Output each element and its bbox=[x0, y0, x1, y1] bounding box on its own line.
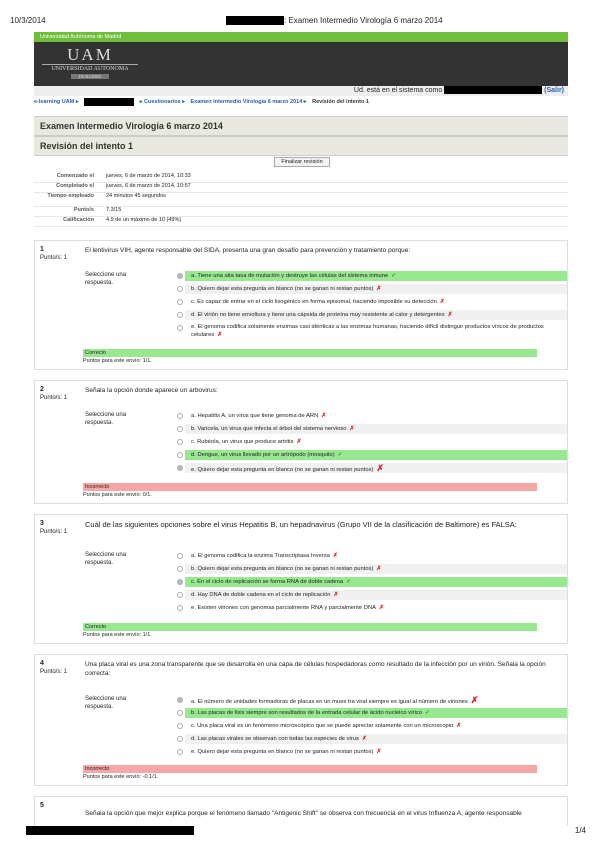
question-text: Una placa viral es una zona transparente que se desarrolla en una capa de células hospedadoras como resultado de la infección por un virión. Señala la opción correcta: bbox=[85, 661, 546, 677]
login-bar bbox=[34, 86, 568, 96]
option-d[interactable]: d. Hay DNA de doble cadena en el ciclo de replicación ✗ bbox=[185, 590, 567, 600]
question-1: 1 Punto/s: 1 El lentivirus VIH, agente responsable del SIDA, presenta una gran desafío para prevención y tratamiento porque: Seleccione una respuesta. a. Tiene una alta tasa de mutación y destruye las células del sistema inmune ✓ b. Quiero dejar esta pregunta en blanco (no se ganan ni restan puntos) ✗ c. Es capaz de entrar en el ciclo lisogénico en forma episomal, haciendo imposible su detección ✗ d. El virión no tiene envoltura y tiene una cápsida de proteína muy resistente al calor y detergentes ✗ e. El genoma codifica solamente enzimas casi idénticas a las enzimas humanas, haciendo difícil distinguir productos víricos de productos celulares ✗ Correcto Puntos para este envío: 1/1. bbox=[34, 240, 568, 370]
option-c[interactable]: c. En el ciclo de replicación se forma RNA de doble cadena ✓ bbox=[185, 577, 567, 587]
option-b[interactable]: b. Quiero dejar esta pregunta en blanco (no se ganan ni restan puntos) ✗ bbox=[185, 284, 567, 294]
correct-icon: ✓ bbox=[346, 579, 351, 585]
breadcrumb-current: Revisión del intento 1 bbox=[312, 99, 369, 106]
wrong-icon: ✗ bbox=[332, 553, 338, 559]
wrong-icon: ✗ bbox=[378, 605, 384, 611]
correct-icon: ✓ bbox=[391, 273, 397, 279]
wrong-icon: ✗ bbox=[333, 592, 339, 598]
radio[interactable] bbox=[177, 312, 183, 318]
feedback-incorrect: Incorrecto bbox=[83, 483, 537, 491]
logo-sub: DE MADRID bbox=[71, 74, 109, 79]
question-2: 2 Punto/s: 1 Señala la opción donde aparece un arbovirus: Seleccione una respuesta. a. Hepatitis A, un virus que tiene genoma de ARN ✗ b. Varicela, un virus que infecta el árbol del sistema nervioso ✗ c. Rubéola, un virus que produce artritis ✗ d. Dengue, un virus llevado por un artrópodo (mosquito) ✓ e. Quiero dejar esta pregunta en blanco (no se ganan ni restan puntos) ✗ Incorrecto Puntos para este envío: 0/1. bbox=[34, 380, 568, 504]
uam-logo[interactable] bbox=[42, 46, 138, 82]
radio[interactable] bbox=[177, 592, 183, 598]
wrong-icon: ✗ bbox=[447, 312, 453, 318]
wrong-icon: ✗ bbox=[217, 332, 223, 338]
wrong-icon: ✗ bbox=[376, 749, 382, 755]
breadcrumb bbox=[34, 98, 568, 107]
radio[interactable] bbox=[177, 723, 183, 729]
option-c[interactable]: c. Una placa viral es un fenómeno microscópico que se puede apreciar solamente con un microscopio ✗ bbox=[185, 721, 567, 731]
option-e[interactable]: e. Quiero dejar esta pregunta en blanco (no se ganan ni restan puntos) ✗ bbox=[185, 747, 567, 757]
wrong-icon: ✗ bbox=[470, 695, 479, 705]
wrong-icon: ✗ bbox=[376, 463, 384, 473]
question-4: 4 Punto/s: 1 Una placa viral es una zona transparente que se desarrolla en una capa de células hospedadoras como resultado de la infección por un virión. Señala la opción correcta: Seleccione una respuesta. a. El número de unidades formadoras de placas en un mues tra viral siempre es igual al número de viriones ✗ b. Las placas de lisis siempre son resultados de la entrada celular de ácido nucleico vírico ✓ c. Una placa viral es un fenómeno microscópico que se puede apreciar solamente con un microscopio ✗ d. Las placas virales se observan con todas las especies de virus ✗ e. Quiero dejar esta pregunta en blanco (no se ganan ni restan puntos) ✗ Incorrecto Puntos para este envío: -0.1/1. bbox=[34, 654, 568, 786]
radio[interactable] bbox=[177, 465, 183, 471]
wrong-icon: ✗ bbox=[361, 736, 367, 742]
wrong-icon: ✗ bbox=[439, 299, 445, 305]
option-a[interactable]: a. El número de unidades formadoras de placas en un mues tra viral siempre es igual al número de viriones ✗ bbox=[185, 695, 567, 705]
breadcrumb-quizzes[interactable]: ▸ Cuestionarios ▸ bbox=[139, 99, 185, 106]
option-b[interactable]: b. Varicela, un virus que infecta el árbol del sistema nervioso ✗ bbox=[185, 424, 567, 434]
option-e[interactable]: e. Quiero dejar esta pregunta en blanco (no se ganan ni restan puntos) ✗ bbox=[185, 463, 567, 473]
option-a[interactable]: a. Hepatitis A, un virus que tiene genoma de ARN ✗ bbox=[185, 411, 567, 421]
summary-row: Calificación 4.9 de un máximo de 10 (49%) bbox=[34, 217, 568, 227]
option-a[interactable]: a. El genoma codifica la enzima Transcriptasa Inversa ✗ bbox=[185, 551, 567, 561]
summary-row: Punto/s 7.3/15 bbox=[34, 207, 568, 217]
question-text: Señala la opción donde aparece un arbovirus: bbox=[85, 387, 218, 394]
feedback-correct: Correcto bbox=[83, 623, 537, 631]
score: Puntos para este envío: 0/1. bbox=[83, 492, 152, 498]
wrong-icon: ✗ bbox=[349, 426, 355, 432]
score: Puntos para este envío: -0.1/1. bbox=[83, 774, 159, 780]
summary-row: Comenzado el jueves, 6 de marzo de 2014, 10:33 bbox=[34, 173, 568, 183]
question-text: El lentivirus VIH, agente responsable del SIDA, presenta una gran desafío para prevención y tratamiento porque: bbox=[85, 247, 411, 254]
option-d[interactable]: d. Dengue, un virus llevado por un artrópodo (mosquito) ✓ bbox=[185, 450, 567, 460]
wrong-icon: ✗ bbox=[321, 413, 327, 419]
radio[interactable] bbox=[177, 286, 183, 292]
radio[interactable] bbox=[177, 413, 183, 419]
attempt-summary bbox=[34, 173, 568, 227]
site-header bbox=[34, 32, 568, 86]
print-footer bbox=[10, 826, 590, 836]
option-e[interactable]: e. Existen viriones con genomas parcialmente RNA y parcialmente DNA ✗ bbox=[185, 603, 567, 613]
option-b[interactable]: b. Las placas de lisis siempre son resultados de la entrada celular de ácido nucleico vírico ✓ bbox=[185, 708, 567, 718]
correct-icon: ✓ bbox=[425, 710, 430, 716]
radio[interactable] bbox=[177, 697, 183, 703]
question-text: Cuál de las siguientes opciones sobre el virus Hepatitis B, un hepadnavirus (Grupo VII de la clasificación de Baltimore) es FALSA: bbox=[85, 520, 517, 529]
wrong-icon: ✗ bbox=[376, 286, 382, 292]
option-d[interactable]: d. Las placas virales se observan con todas las especies de virus ✗ bbox=[185, 734, 567, 744]
radio[interactable] bbox=[177, 439, 183, 445]
wrong-icon: ✗ bbox=[296, 439, 302, 445]
radio[interactable] bbox=[177, 299, 183, 305]
score: Puntos para este envío: 1/1. bbox=[83, 358, 152, 364]
wrong-icon: ✗ bbox=[376, 566, 382, 572]
print-title: : Examen Intermedio Virología 6 marzo 2014 bbox=[226, 16, 443, 25]
question-5: 5 Señala la opción que mejor explica porque el fenómeno llamado "Antigenic Shift" se observa con frecuencia en el virus Influenza A, agente responsable bbox=[34, 796, 568, 826]
radio[interactable] bbox=[177, 749, 183, 755]
logo-name: UNIVERSIDAD AUTONOMA bbox=[42, 64, 138, 73]
option-b[interactable]: b. Quiero dejar esta pregunta en blanco (no se ganan ni restan puntos) ✗ bbox=[185, 564, 567, 574]
breadcrumb-exam[interactable]: Examen Intermedio Virología 6 marzo 2014 ▸ bbox=[190, 99, 307, 106]
option-c[interactable]: c. Rubéola, un virus que produce artritis ✗ bbox=[185, 437, 567, 447]
attempt-title: Revisión del intento 1 bbox=[34, 136, 568, 156]
question-text: Señala la opción que mejor explica porque el fenómeno llamado "Antigenic Shift" se observa con frecuencia en el virus Influenza A, agente responsable bbox=[85, 810, 522, 817]
print-header bbox=[10, 16, 590, 26]
logo-big: UAM bbox=[67, 45, 113, 64]
login-prefix: Ud. está en el sistema como bbox=[353, 86, 443, 94]
correct-icon: ✓ bbox=[337, 452, 343, 458]
wrong-icon: ✗ bbox=[456, 723, 462, 729]
radio[interactable] bbox=[177, 579, 183, 585]
print-date: 10/3/2014 bbox=[10, 16, 46, 25]
option-d[interactable]: d. El virión no tiene envoltura y tiene una cápsida de proteína muy resistente al calor y detergentes ✗ bbox=[185, 310, 567, 320]
radio[interactable] bbox=[177, 452, 183, 458]
radio[interactable] bbox=[177, 605, 183, 611]
summary-row: Completado el jueves, 6 de marzo de 2014, 10:57 bbox=[34, 183, 568, 193]
page-title: Examen Intermedio Virología 6 marzo 2014 bbox=[34, 116, 568, 136]
page-number: 1/4 bbox=[574, 826, 586, 835]
option-a[interactable]: a. Tiene una alta tasa de mutación y destruye las células del sistema inmune ✓ bbox=[185, 271, 567, 281]
radio[interactable] bbox=[177, 426, 183, 432]
finish-review-button[interactable]: Finalizar revisión bbox=[274, 157, 330, 167]
login-info bbox=[354, 86, 564, 94]
option-e[interactable]: e. El genoma codifica solamente enzimas casi idénticas a las enzimas humanas, haciendo difícil distinguir productos víricos de productos celulares ✗ bbox=[185, 323, 567, 341]
option-c[interactable]: c. Es capaz de entrar en el ciclo lisogénico en forma episomal, haciendo imposible su detección ✗ bbox=[185, 297, 567, 307]
question-3: 3 Punto/s: 1 Cuál de las siguientes opciones sobre el virus Hepatitis B, un hepadnavirus (Grupo VII de la clasificación de Baltimore) es FALSA: Seleccione una respuesta. a. El genoma codifica la enzima Transcriptasa Inversa ✗ b. Quiero dejar esta pregunta en blanco (no se ganan ni restan puntos) ✗ c. En el ciclo de replicación se forma RNA de doble cadena ✓ d. Hay DNA de doble cadena en el ciclo de replicación ✗ e. Existen viriones con genomas parcialmente RNA y parcialmente DNA ✗ Correcto Puntos para este envío: 1/1. bbox=[34, 514, 568, 644]
radio[interactable] bbox=[177, 273, 183, 279]
summary-row: Tiempo empleado 24 minutos 45 segundos bbox=[34, 193, 568, 207]
radio[interactable] bbox=[177, 710, 183, 716]
breadcrumb-home[interactable]: e-learning UAM ▸ bbox=[34, 99, 79, 106]
score: Puntos para este envío: 1/1. bbox=[83, 632, 152, 638]
feedback-correct: Correcto bbox=[83, 349, 537, 357]
radio[interactable] bbox=[177, 736, 183, 742]
logout-link[interactable]: (Salir) bbox=[544, 86, 564, 94]
radio[interactable] bbox=[177, 325, 183, 331]
radio[interactable] bbox=[177, 553, 183, 559]
feedback-incorrect: Incorrecto bbox=[83, 765, 537, 773]
radio[interactable] bbox=[177, 566, 183, 572]
university-bar: Universidad Autónoma de Madrid bbox=[34, 32, 568, 42]
